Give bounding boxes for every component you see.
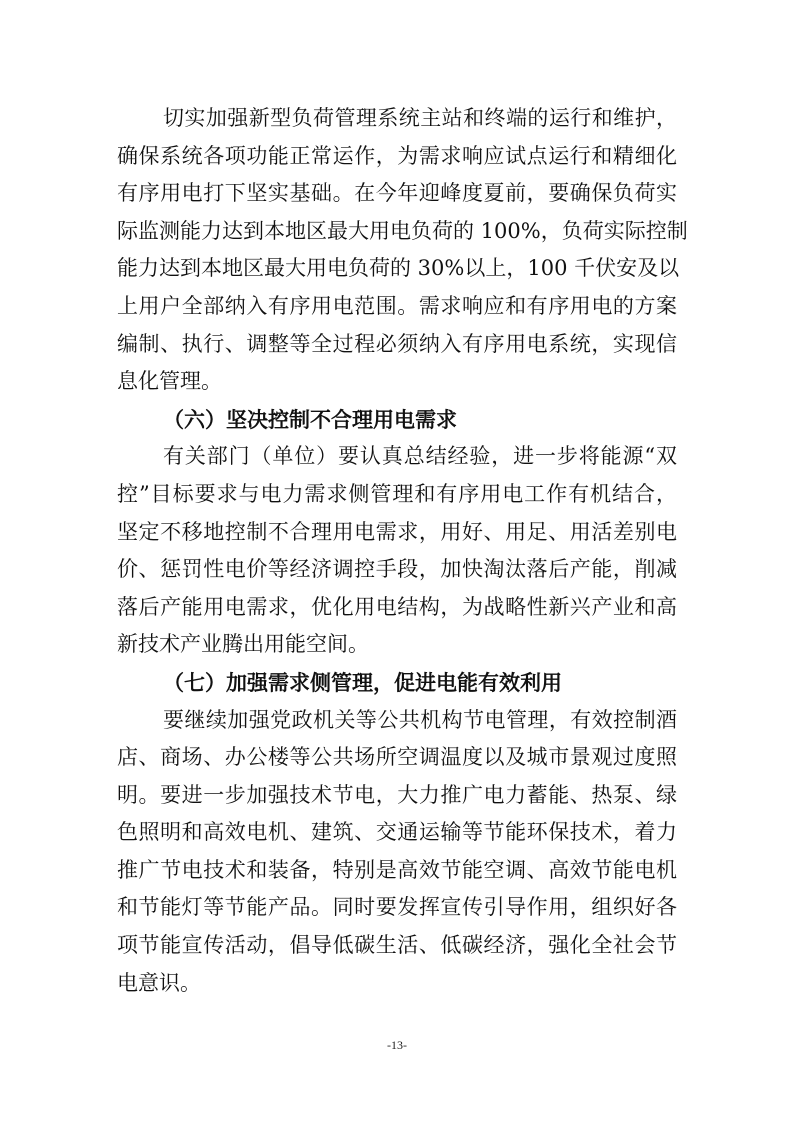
section-heading: （六）坚决控制不合理用电需求 [163, 406, 457, 432]
text-line: 店、商场、办公楼等公共场所空调温度以及城市景观过度照 [117, 745, 677, 770]
text-line: 要继续加强党政机关等公共机构节电管理，有效控制酒 [163, 707, 677, 732]
text-line: 际监测能力达到本地区最大用电负荷的 100%，负荷实际控制 [117, 218, 688, 243]
text-line: 明。要进一步加强技术节电，大力推广电力蓄能、热泵、绿 [117, 782, 677, 807]
paragraph [117, 100, 688, 401]
page-number: -13- [387, 1038, 407, 1052]
document-body [117, 100, 688, 1002]
text-line: 落后产能用电需求，优化用电结构，为战略性新兴产业和高 [117, 594, 677, 619]
text-line: 电意识。 [117, 970, 201, 995]
text-line: 坚定不移地控制不合理用电需求，用好、用足、用活差别电 [117, 519, 677, 544]
text-line: 切实加强新型负荷管理系统主站和终端的运行和维护， [163, 106, 677, 130]
text-line: 和节能灯等节能产品。同时要发挥宣传引导作用，组织好各 [117, 895, 677, 920]
text-line: 色照明和高效电机、建筑、交通运输等节能环保技术，着力 [117, 820, 677, 845]
text-line: 控”目标要求与电力需求侧管理和有序用电工作有机结合， [117, 481, 677, 506]
text-line: 价、惩罚性电价等经济调控手段，加快淘汰落后产能，削减 [117, 557, 677, 582]
text-line: 项节能宣传活动，倡导低碳生活、低碳经济，强化全社会节 [117, 933, 677, 958]
text-line: 息化管理。 [117, 369, 222, 394]
text-line: 确保系统各项功能正常运作，为需求响应试点运行和精细化 [117, 143, 677, 168]
text-line: 上用户全部纳入有序用电范围。需求响应和有序用电的方案 [117, 293, 677, 318]
text-line: 新技术产业腾出用能空间。 [117, 632, 369, 657]
text-line: 编制、执行、调整等全过程必须纳入有序用电系统，实现信 [117, 331, 677, 356]
text-line: 推广节电技术和装备，特别是高效节能空调、高效节能电机 [117, 857, 677, 882]
paragraph [117, 702, 677, 1003]
text-line: 有序用电打下坚实基础。在今年迎峰度夏前，要确保负荷实 [117, 181, 677, 206]
section-heading: （七）加强需求侧管理，促进电能有效利用 [163, 669, 562, 695]
text-line: 能力达到本地区最大用电负荷的 30%以上，100 千伏安及以 [117, 256, 680, 281]
paragraph [117, 438, 677, 664]
text-line: 有关部门（单位）要认真总结经验，进一步将能源“双 [163, 444, 677, 469]
